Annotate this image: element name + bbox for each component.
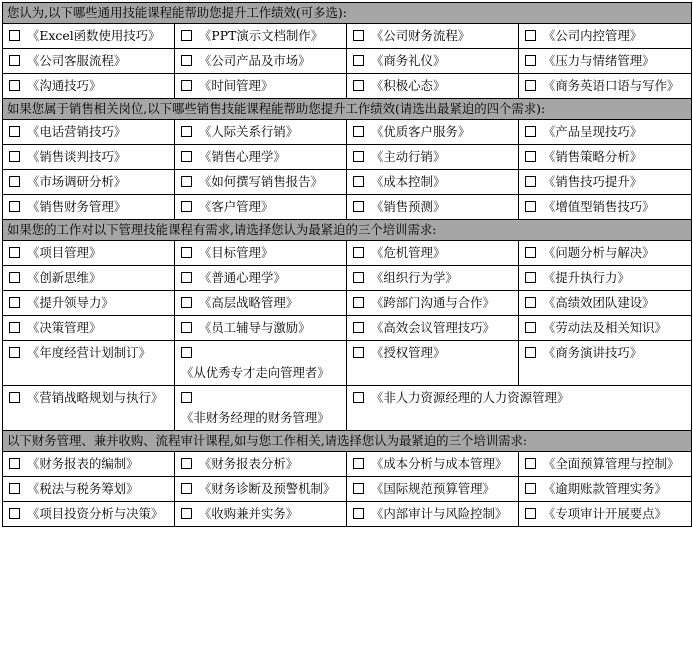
course-label: 《销售技巧提升》	[543, 174, 643, 189]
course-label: 《PPT演示文档制作》	[199, 28, 324, 43]
checkbox[interactable]	[9, 458, 20, 469]
course-label: 《成本分析与成本管理》	[371, 456, 508, 471]
checkbox[interactable]	[525, 508, 536, 519]
course-label: 《产品呈现技巧》	[543, 124, 643, 139]
course-label: 《全面预算管理与控制》	[543, 456, 680, 471]
course-label: 《主动行销》	[371, 149, 446, 164]
course-label: 《危机管理》	[371, 245, 446, 260]
checkbox[interactable]	[181, 347, 192, 358]
checkbox[interactable]	[525, 272, 536, 283]
checkbox[interactable]	[353, 508, 364, 519]
course-option	[3, 74, 175, 99]
course-option	[519, 74, 692, 99]
checkbox[interactable]	[525, 126, 536, 137]
course-label: 《如何撰写销售报告》	[199, 174, 323, 189]
course-label: 《压力与情绪管理》	[543, 53, 655, 68]
course-option	[3, 266, 175, 291]
course-option	[175, 241, 347, 266]
course-label: 《劳动法及相关知识》	[543, 320, 667, 335]
option-row	[3, 170, 692, 195]
checkbox[interactable]	[9, 80, 20, 91]
checkbox[interactable]	[181, 80, 192, 91]
checkbox[interactable]	[353, 151, 364, 162]
checkbox[interactable]	[181, 55, 192, 66]
course-label: 《公司内控管理》	[543, 28, 643, 43]
course-label: 《增值型销售技巧》	[543, 199, 655, 214]
course-option	[3, 291, 175, 316]
checkbox[interactable]	[353, 201, 364, 212]
course-option	[519, 24, 692, 49]
checkbox[interactable]	[525, 30, 536, 41]
course-label: 《授权管理》	[371, 345, 446, 360]
checkbox[interactable]	[181, 297, 192, 308]
course-option	[519, 341, 692, 386]
course-label: 《公司财务流程》	[371, 28, 471, 43]
checkbox[interactable]	[9, 55, 20, 66]
section-header-row	[3, 3, 692, 24]
course-label: 《财务报表分析》	[199, 456, 299, 471]
checkbox[interactable]	[181, 30, 192, 41]
option-row	[3, 341, 692, 386]
course-label: 《收购兼并实务》	[199, 506, 299, 521]
checkbox[interactable]	[181, 247, 192, 258]
course-option	[347, 341, 519, 386]
course-option	[3, 49, 175, 74]
checkbox[interactable]	[525, 322, 536, 333]
course-option	[519, 266, 692, 291]
section-header-row	[3, 431, 692, 452]
checkbox[interactable]	[9, 176, 20, 187]
course-option	[347, 74, 519, 99]
checkbox[interactable]	[9, 272, 20, 283]
course-label: 《国际规范预算管理》	[371, 481, 495, 496]
checkbox[interactable]	[181, 201, 192, 212]
course-option	[175, 386, 347, 431]
checkbox[interactable]	[525, 151, 536, 162]
course-option	[175, 477, 347, 502]
option-row	[3, 477, 692, 502]
course-label: 《提升执行力》	[543, 270, 630, 285]
checkbox[interactable]	[9, 126, 20, 137]
course-option	[175, 291, 347, 316]
checkbox[interactable]	[181, 151, 192, 162]
course-option	[519, 316, 692, 341]
course-label: 《客户管理》	[199, 199, 274, 214]
course-label: 《销售心理学》	[199, 149, 286, 164]
course-option	[347, 170, 519, 195]
course-option	[3, 195, 175, 220]
course-option	[3, 502, 175, 527]
option-row	[3, 266, 692, 291]
course-option	[347, 24, 519, 49]
training-needs-survey-table	[2, 2, 692, 527]
course-label: 《创新思维》	[27, 270, 102, 285]
course-label: 《销售谈判技巧》	[27, 149, 127, 164]
survey-body	[3, 3, 692, 527]
option-row	[3, 241, 692, 266]
course-label: 《从优秀专才走向管理者》	[181, 365, 330, 380]
course-option	[347, 502, 519, 527]
course-label: 《年度经营计划制订》	[27, 345, 151, 360]
course-option	[175, 452, 347, 477]
checkbox[interactable]	[353, 55, 364, 66]
course-option	[175, 49, 347, 74]
course-label: 《项目投资分析与决策》	[27, 506, 164, 521]
course-option	[347, 477, 519, 502]
option-row	[3, 502, 692, 527]
course-label: 《组织行为学》	[371, 270, 458, 285]
course-option	[347, 452, 519, 477]
checkbox[interactable]	[525, 176, 536, 187]
course-option	[347, 241, 519, 266]
course-label: 《高效会议管理技巧》	[371, 320, 495, 335]
checkbox[interactable]	[181, 508, 192, 519]
course-label: 《跨部门沟通与合作》	[371, 295, 495, 310]
course-option	[519, 145, 692, 170]
course-label: 《时间管理》	[199, 78, 274, 93]
course-option	[519, 49, 692, 74]
course-label: 《市场调研分析》	[27, 174, 127, 189]
option-row	[3, 316, 692, 341]
checkbox[interactable]	[353, 30, 364, 41]
course-label: 《积极心态》	[371, 78, 446, 93]
checkbox[interactable]	[525, 458, 536, 469]
option-row	[3, 24, 692, 49]
course-option	[347, 266, 519, 291]
course-option	[175, 24, 347, 49]
course-option	[3, 477, 175, 502]
checkbox[interactable]	[353, 126, 364, 137]
course-label: 《非财务经理的财务管理》	[181, 410, 330, 425]
checkbox[interactable]	[525, 55, 536, 66]
checkbox[interactable]	[353, 322, 364, 333]
checkbox[interactable]	[353, 483, 364, 494]
course-option	[519, 195, 692, 220]
course-label: 《商务英语口语与写作》	[543, 78, 680, 93]
option-row	[3, 145, 692, 170]
course-option	[347, 386, 692, 431]
course-label: 《沟通技巧》	[27, 78, 102, 93]
course-option	[175, 74, 347, 99]
checkbox[interactable]	[9, 297, 20, 308]
checkbox[interactable]	[525, 247, 536, 258]
course-option	[347, 316, 519, 341]
course-label: 《财务报表的编制》	[27, 456, 139, 471]
section-title: 如果您属于销售相关岗位,以下哪些销售技能课程能帮助您提升工作绩效(请选出最紧迫的四个需求):	[3, 99, 692, 120]
course-option	[519, 170, 692, 195]
course-label: 《财务诊断及预警机制》	[199, 481, 336, 496]
course-option	[519, 120, 692, 145]
course-option	[175, 316, 347, 341]
option-row	[3, 291, 692, 316]
course-option	[175, 120, 347, 145]
checkbox[interactable]	[9, 201, 20, 212]
option-row	[3, 74, 692, 99]
checkbox[interactable]	[9, 151, 20, 162]
course-option	[3, 24, 175, 49]
course-option	[519, 452, 692, 477]
course-label: 《销售预测》	[371, 199, 446, 214]
course-option	[519, 477, 692, 502]
checkbox[interactable]	[9, 347, 20, 358]
checkbox[interactable]	[9, 392, 20, 403]
checkbox[interactable]	[353, 392, 364, 403]
course-option	[3, 316, 175, 341]
course-label: 《营销战略规划与执行》	[27, 390, 164, 405]
course-label: 《内部审计与风险控制》	[371, 506, 508, 521]
course-option	[3, 452, 175, 477]
checkbox[interactable]	[9, 483, 20, 494]
option-row	[3, 452, 692, 477]
course-option	[3, 241, 175, 266]
section-title: 如果您的工作对以下管理技能课程有需求,请选择您认为最紧迫的三个培训需求:	[3, 220, 692, 241]
checkbox[interactable]	[353, 272, 364, 283]
option-row	[3, 195, 692, 220]
course-option	[519, 291, 692, 316]
checkbox[interactable]	[9, 322, 20, 333]
checkbox[interactable]	[353, 347, 364, 358]
course-label: 《专项审计开展要点》	[543, 506, 667, 521]
course-label: 《决策管理》	[27, 320, 102, 335]
course-label: 《公司产品及市场》	[199, 53, 311, 68]
course-option	[175, 502, 347, 527]
checkbox[interactable]	[525, 80, 536, 91]
course-option	[175, 341, 347, 386]
option-row	[3, 386, 692, 431]
checkbox[interactable]	[9, 247, 20, 258]
checkbox[interactable]	[353, 176, 364, 187]
checkbox[interactable]	[181, 272, 192, 283]
checkbox[interactable]	[353, 297, 364, 308]
course-option	[3, 386, 175, 431]
course-label: 《人际关系行销》	[199, 124, 299, 139]
course-option	[519, 241, 692, 266]
checkbox[interactable]	[181, 322, 192, 333]
course-label: 《成本控制》	[371, 174, 446, 189]
course-option	[175, 145, 347, 170]
course-option	[347, 49, 519, 74]
course-option	[347, 195, 519, 220]
section-header-row	[3, 220, 692, 241]
checkbox[interactable]	[181, 176, 192, 187]
checkbox[interactable]	[525, 297, 536, 308]
course-label: 《高层战略管理》	[199, 295, 299, 310]
course-label: 《问题分析与解决》	[543, 245, 655, 260]
checkbox[interactable]	[353, 458, 364, 469]
course-label: 《项目管理》	[27, 245, 102, 260]
course-option	[175, 195, 347, 220]
checkbox[interactable]	[181, 483, 192, 494]
checkbox[interactable]	[525, 483, 536, 494]
course-label: 《员工辅导与激励》	[199, 320, 311, 335]
checkbox[interactable]	[181, 126, 192, 137]
course-label: 《提升领导力》	[27, 295, 114, 310]
course-option	[347, 120, 519, 145]
course-label: 《普通心理学》	[199, 270, 286, 285]
course-option	[3, 170, 175, 195]
checkbox[interactable]	[353, 80, 364, 91]
course-option	[175, 266, 347, 291]
course-option	[3, 145, 175, 170]
checkbox[interactable]	[525, 201, 536, 212]
course-option	[3, 341, 175, 386]
course-label: 《非人力资源经理的人力资源管理》	[371, 390, 570, 405]
checkbox[interactable]	[9, 30, 20, 41]
course-label: 《高绩效团队建设》	[543, 295, 655, 310]
course-option	[347, 145, 519, 170]
option-row	[3, 120, 692, 145]
course-label: 《税法与税务筹划》	[27, 481, 139, 496]
checkbox[interactable]	[181, 458, 192, 469]
course-label: 《销售财务管理》	[27, 199, 127, 214]
course-option	[519, 502, 692, 527]
course-label: 《商务演讲技巧》	[543, 345, 643, 360]
checkbox[interactable]	[525, 347, 536, 358]
section-header-row	[3, 99, 692, 120]
checkbox[interactable]	[353, 247, 364, 258]
course-option	[3, 120, 175, 145]
course-label: 《Excel函数使用技巧》	[27, 28, 161, 43]
section-title: 以下财务管理、兼并收购、流程审计课程,如与您工作相关,请选择您认为最紧迫的三个培训需求:	[3, 431, 692, 452]
course-label: 《公司客服流程》	[27, 53, 127, 68]
course-label: 《商务礼仪》	[371, 53, 446, 68]
course-label: 《电话营销技巧》	[27, 124, 127, 139]
checkbox[interactable]	[9, 508, 20, 519]
course-label: 《销售策略分析》	[543, 149, 643, 164]
course-label: 《优质客户服务》	[371, 124, 471, 139]
checkbox[interactable]	[181, 392, 192, 403]
option-row	[3, 49, 692, 74]
course-label: 《目标管理》	[199, 245, 274, 260]
section-title: 您认为,以下哪些通用技能课程能帮助您提升工作绩效(可多选):	[3, 3, 692, 24]
course-option	[347, 291, 519, 316]
course-option	[175, 170, 347, 195]
course-label: 《逾期账款管理实务》	[543, 481, 667, 496]
